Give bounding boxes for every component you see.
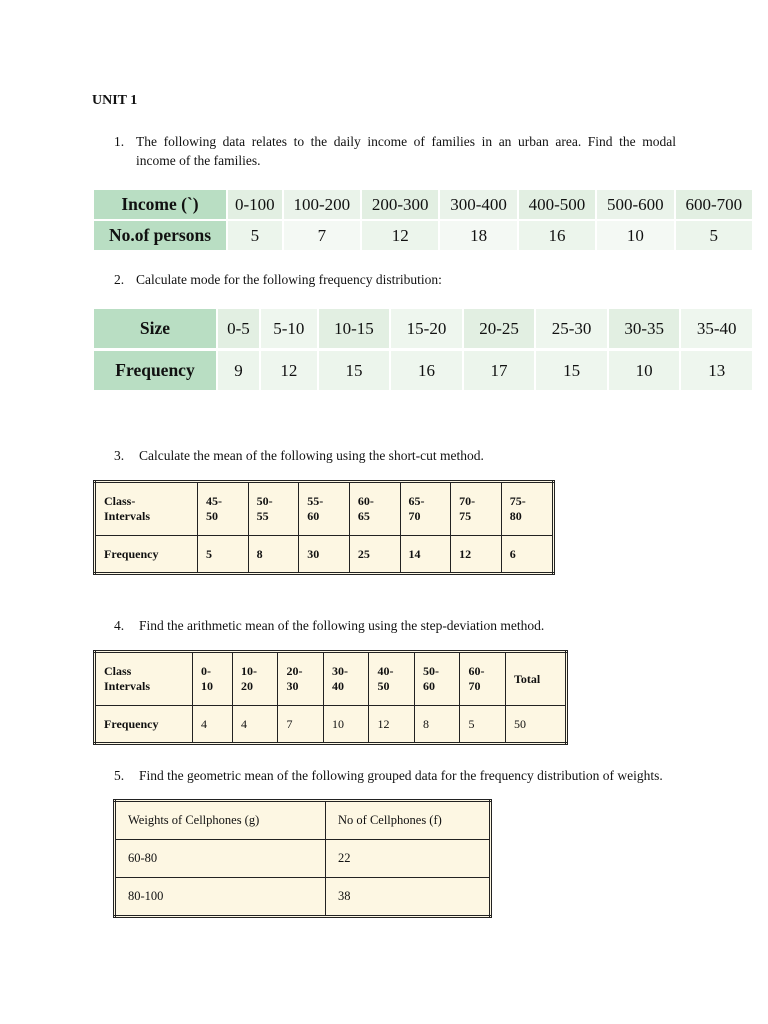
frequency-value: 6 [501,536,553,574]
size-class: 5-10 [260,309,318,350]
frequency-value: 25 [349,536,400,574]
frequency-value: 8 [414,706,460,744]
frequency-value: 30 [299,536,350,574]
class-interval: 40- 50 [369,652,415,706]
frequency-value: 5 [460,706,506,744]
class-interval: 0- 10 [193,652,233,706]
class-intervals-header: Class Intervals [95,652,193,706]
frequency-value: 10 [608,350,681,392]
frequency-value: 9 [217,350,260,392]
persons-value: 18 [439,220,517,251]
frequency-header: Frequency [95,706,193,744]
frequency-header: Frequency [95,536,198,574]
frequency-value: 12 [260,350,318,392]
cellphone-count: 22 [326,840,491,878]
frequency-header: Frequency [94,350,217,392]
frequency-value: 12 [451,536,502,574]
size-class: 15-20 [390,309,463,350]
class-interval: 60- 65 [349,482,400,536]
weights-header: Weights of Cellphones (g) [115,801,326,840]
frequency-value: 14 [400,536,451,574]
question-text: Calculate mode for the following frequency distribution: [136,272,442,287]
size-frequency-table [94,309,754,393]
income-class: 100-200 [283,190,361,220]
persons-value: 12 [361,220,439,251]
class-interval: 50- 60 [414,652,460,706]
frequency-value: 15 [318,350,391,392]
weight-range: 60-80 [115,840,326,878]
size-class: 20-25 [463,309,536,350]
size-class: 0-5 [217,309,260,350]
persons-value: 7 [283,220,361,251]
class-interval: 50- 55 [248,482,299,536]
total-header: Total [505,652,566,706]
size-class: 35-40 [680,309,753,350]
cellphone-count: 38 [326,878,491,917]
frequency-value: 17 [463,350,536,392]
income-table [94,190,754,252]
income-class: 0-100 [227,190,283,220]
income-class: 300-400 [439,190,517,220]
question-number: 4. [114,618,125,633]
persons-header: No.of persons [94,220,227,251]
class-interval: 10- 20 [232,652,278,706]
question-number: 1. [114,134,125,149]
frequency-value: 5 [198,536,249,574]
class-interval: 75- 80 [501,482,553,536]
income-class: 500-600 [596,190,674,220]
persons-value: 10 [596,220,674,251]
size-class: 30-35 [608,309,681,350]
frequency-value: 16 [390,350,463,392]
question-text-line-2: income of the families. [136,153,261,168]
frequency-value: 8 [248,536,299,574]
question-text-line-1: The following data relates to the daily income of families in an urban area. Find the modal [136,134,676,149]
class-interval: 30- 40 [323,652,369,706]
income-class: 200-300 [361,190,439,220]
frequency-value: 7 [278,706,324,744]
class-intervals-header: Class- Intervals [95,482,198,536]
size-header: Size [94,309,217,350]
unit-title: UNIT 1 [92,93,138,108]
total-value: 50 [505,706,566,744]
frequency-value: 4 [232,706,278,744]
weight-range: 80-100 [115,878,326,917]
class-interval: 60- 70 [460,652,506,706]
class-interval: 55- 60 [299,482,350,536]
income-class: 600-700 [675,190,753,220]
class-interval-table-short-cut [93,480,555,575]
cellphone-weights-table [113,799,492,918]
class-interval-table-step-deviation [93,650,568,745]
question-number: 3. [114,448,125,463]
income-class: 400-500 [518,190,596,220]
class-interval: 45- 50 [198,482,249,536]
income-header: Income (`) [94,190,227,220]
frequency-value: 10 [323,706,369,744]
question-text: Find the geometric mean of the following grouped data for the frequency distribution of weights. [139,768,663,783]
question-text: Find the arithmetic mean of the following using the step-deviation method. [139,618,545,633]
question-number: 5. [114,768,125,783]
class-interval: 20- 30 [278,652,324,706]
question-number: 2. [114,272,125,287]
class-interval: 65- 70 [400,482,451,536]
count-header: No of Cellphones (f) [326,801,491,840]
class-interval: 70- 75 [451,482,502,536]
frequency-value: 13 [680,350,753,392]
size-class: 10-15 [318,309,391,350]
persons-value: 5 [227,220,283,251]
persons-value: 16 [518,220,596,251]
frequency-value: 12 [369,706,415,744]
size-class: 25-30 [535,309,608,350]
frequency-value: 15 [535,350,608,392]
question-text: Calculate the mean of the following using the short-cut method. [139,448,484,463]
persons-value: 5 [675,220,753,251]
frequency-value: 4 [193,706,233,744]
